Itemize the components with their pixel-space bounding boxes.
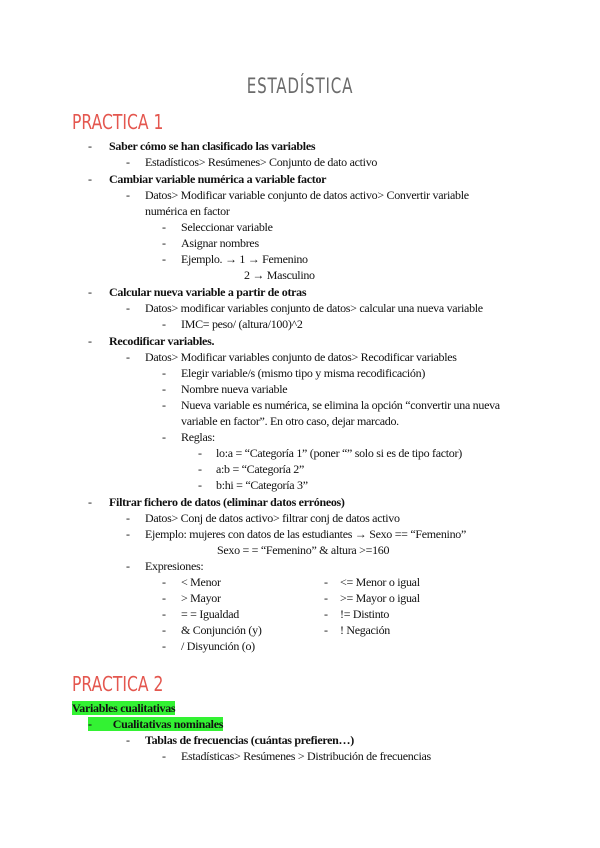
subitem-text: Datos> Modificar variables conjunto de datos> Recodificar variables <box>145 350 457 364</box>
bullet-dash: - <box>126 527 130 541</box>
bullet-dash: - <box>162 623 166 637</box>
bullet-dash: - <box>126 155 130 169</box>
bullet-dash: - <box>162 236 166 250</box>
bullet-dash: - <box>162 398 166 412</box>
subsubitem-text: Nueva variable es numérica, se elimina la opción “convertir una nueva <box>181 398 500 412</box>
item-cambiar-variable: Cambiar variable numérica a variable factor <box>109 172 327 186</box>
highlighted-heading-variables-cualitativas: Variables cualitativas <box>72 701 176 715</box>
expression-text: < Menor <box>181 575 221 589</box>
bullet-dash: - <box>162 430 166 444</box>
bullet-dash: - <box>162 749 166 763</box>
bullet-dash: - <box>198 478 202 492</box>
subsubitem-text: Asignar nombres <box>181 236 259 250</box>
subsubitem-text: Nombre nueva variable <box>181 382 288 396</box>
expression-text: != Distinto <box>340 607 390 621</box>
bullet-dash: - <box>126 733 130 747</box>
expression-text: > Mayor <box>181 591 221 605</box>
bullet-dash: - <box>126 511 130 525</box>
subitem-text-continued: Sexo = = “Femenino” & altura >=160 <box>217 543 390 557</box>
expression-text: & Conjunción (y) <box>181 623 262 637</box>
bullet-dash: - <box>198 462 202 476</box>
bullet-dash: - <box>324 623 328 637</box>
section-heading-practica-2: PRACTICA 2 <box>72 672 164 696</box>
item-clasificar-variables: Saber cómo se han clasificado las variables <box>109 139 316 153</box>
subsubitem-text: Estadísticas> Resúmenes > Distribución de frecuencias <box>181 749 431 763</box>
bullet-dash: - <box>198 446 202 460</box>
expression-text: = = Igualdad <box>181 607 239 621</box>
bullet-dash: - <box>162 607 166 621</box>
subsubitem-text-continued: 2 → Masculino <box>244 268 315 282</box>
bullet-dash: - <box>162 220 166 234</box>
subsubitem-text: Seleccionar variable <box>181 220 273 234</box>
section-heading-practica-1: PRACTICA 1 <box>72 110 164 134</box>
item-calcular-variable: Calcular nueva variable a partir de otras <box>109 285 307 299</box>
bullet-dash: - <box>126 188 130 202</box>
subsubitem-text-continued: variable en factor”. En otro caso, dejar marcado. <box>181 414 399 428</box>
bullet-dash: - <box>88 139 92 153</box>
expression-text: ! Negación <box>340 623 390 637</box>
expression-text: <= Menor o igual <box>340 575 420 589</box>
bullet-dash: - <box>88 495 92 509</box>
expression-text: >= Mayor o igual <box>340 591 420 605</box>
rule-text: lo:a = “Categoría 1” (poner “” solo si es de tipo factor) <box>216 446 462 460</box>
bullet-dash: - <box>126 301 130 315</box>
document-title: ESTADÍSTICA <box>246 74 354 98</box>
rule-text: a:b = “Categoría 2” <box>216 462 305 476</box>
bullet-dash: - <box>162 575 166 589</box>
subitem-text: Datos> modificar variables conjunto de datos> calcular una nueva variable <box>145 301 483 315</box>
subitem-text: Ejemplo: mujeres con datos de las estudiantes → Sexo == “Femenino” <box>145 527 466 541</box>
subitem-text-continued: numérica en factor <box>145 204 230 218</box>
bullet-dash: - <box>88 334 92 348</box>
subitem-text: Estadísticos> Resúmenes> Conjunto de dato activo <box>145 155 378 169</box>
bullet-dash: - <box>126 350 130 364</box>
bullet-dash: - <box>88 172 92 186</box>
subsubitem-text: Reglas: <box>181 430 215 444</box>
item-recodificar-variables: Recodificar variables. <box>109 334 215 348</box>
bullet-dash: - <box>88 285 92 299</box>
bullet-dash: - <box>324 591 328 605</box>
bullet-dash: - <box>126 559 130 573</box>
bullet-dash: - <box>162 252 166 266</box>
item-tablas-frecuencias: Tablas de frecuencias (cuántas prefieren…) <box>145 733 354 747</box>
bullet-dash: - <box>162 366 166 380</box>
expression-text: / Disyunción (o) <box>181 639 255 653</box>
subsubitem-text: Elegir variable/s (mismo tipo y misma recodificación) <box>181 366 426 380</box>
bullet-dash: - <box>162 382 166 396</box>
bullet-dash: - <box>162 591 166 605</box>
subsubitem-text: IMC= peso/ (altura/100)^2 <box>181 317 303 331</box>
rule-text: b:hi = “Categoría 3” <box>216 478 308 492</box>
subitem-text: Datos> Modificar variable conjunto de datos activo> Convertir variable <box>145 188 469 202</box>
subitem-text: Expresiones: <box>145 559 204 573</box>
bullet-dash: - <box>162 317 166 331</box>
highlighted-subheading-cualitativas-nominales: - Cualitativas nominales <box>88 717 224 731</box>
bullet-dash: - <box>162 639 166 653</box>
subitem-text: Datos> Conj de datos activo> filtrar conj de datos activo <box>145 511 400 525</box>
item-filtrar-fichero: Filtrar fichero de datos (eliminar datos erróneos) <box>109 495 345 509</box>
bullet-dash: - <box>324 575 328 589</box>
bullet-dash: - <box>324 607 328 621</box>
subsubitem-text: Ejemplo. → 1 → Femenino <box>181 252 308 266</box>
